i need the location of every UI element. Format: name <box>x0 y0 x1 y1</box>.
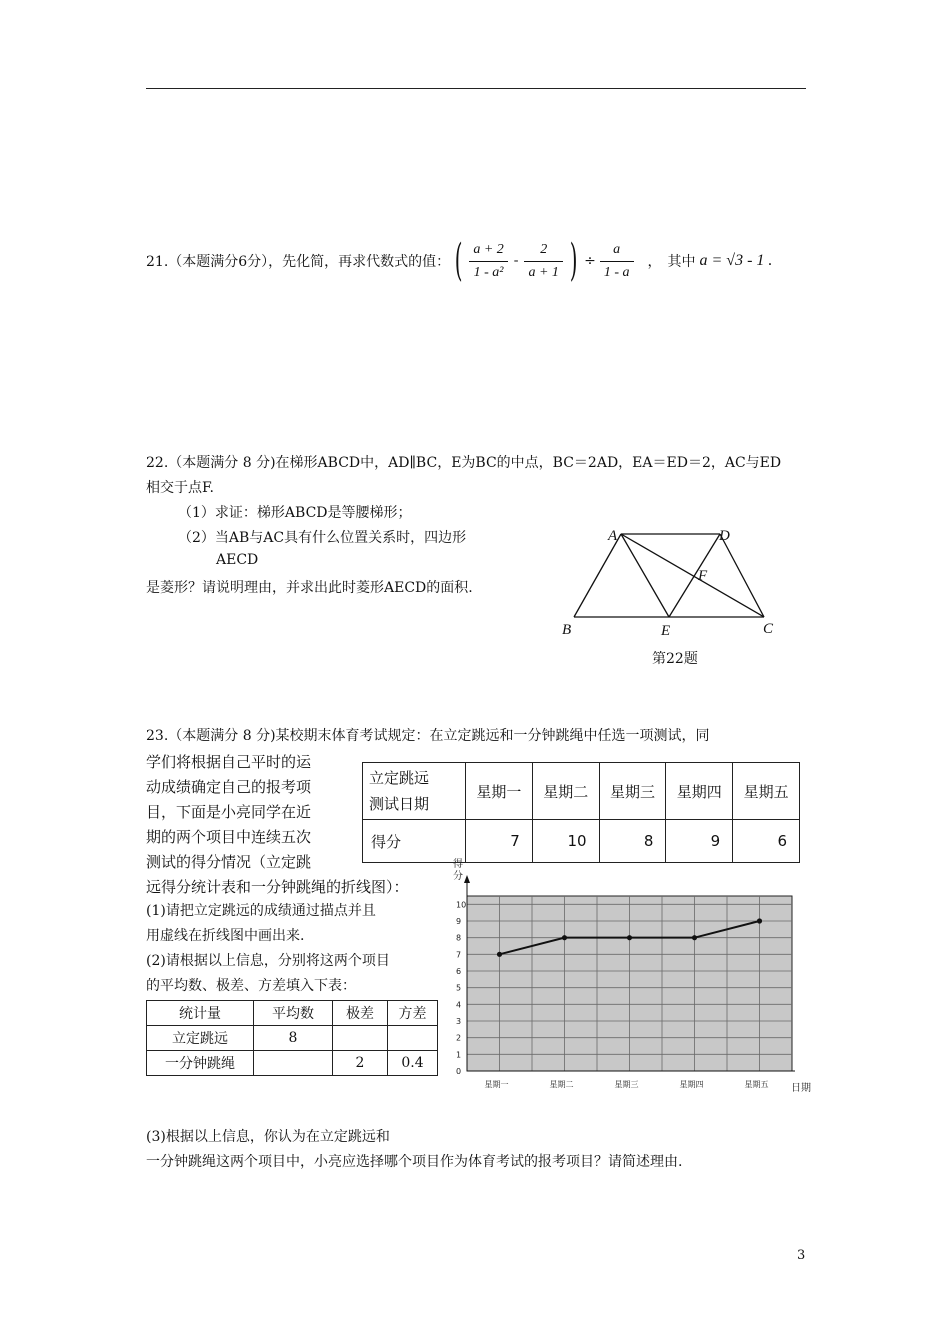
row-label-cell: 得分 <box>363 820 466 863</box>
header-line: 立定跳远 <box>369 769 430 787</box>
q22-line2: 相交于点F. <box>146 480 214 496</box>
stat-cell <box>254 1051 333 1076</box>
stat-header: 极差 <box>333 1001 388 1026</box>
q23-part1-line: (1)请把立定跳远的成绩通过描点并且 <box>146 903 376 919</box>
frac1-numerator: a + 2 <box>469 239 507 262</box>
q21-fraction-3 <box>600 239 634 284</box>
data-point <box>692 935 697 940</box>
y-tick-label: 6 <box>456 967 462 976</box>
score-cell: 6 <box>733 820 800 863</box>
day-cell: 星期四 <box>666 763 733 820</box>
right-paren: ) <box>569 235 578 286</box>
score-cell: 9 <box>666 820 733 863</box>
frac2-numerator: 2 <box>524 239 562 262</box>
q23-part2-line: 的平均数、极差、方差填入下表： <box>146 978 356 994</box>
q23-line1: 23.（本题满分 8 分)某校期末体育考试规定：在立定跳远和一分钟跳绳中任选一项测试，同 <box>146 728 710 744</box>
y-axis-arrow <box>464 875 470 883</box>
segment-ED <box>669 534 720 617</box>
q23-wrap-line: 动成绩确定自己的报考项 <box>146 778 312 796</box>
y-tick-label: 9 <box>456 917 462 926</box>
label-B: B <box>562 622 572 638</box>
data-point <box>497 952 502 957</box>
q23-part1 <box>146 899 376 949</box>
score-cell: 10 <box>532 820 599 863</box>
rope-skipping-line-chart <box>440 858 825 1098</box>
x-tick-label: 星期一 <box>484 1080 509 1089</box>
score-cell: 8 <box>599 820 666 863</box>
stat-header: 方差 <box>388 1001 438 1026</box>
q22-line1: 22.（本题满分 8 分)在梯形ABCD中，AD∥BC，E为BC的中点，BC＝2AD，EA＝ED＝2，AC与ED <box>146 455 782 471</box>
data-point <box>562 935 567 940</box>
frac3-numerator: a <box>600 239 634 262</box>
q23-part2-line: (2)请根据以上信息，分别将这两个项目 <box>146 953 390 969</box>
y-tick-label: 8 <box>456 933 462 943</box>
page-number: 3 <box>797 1248 806 1263</box>
q23-part3 <box>146 1125 682 1175</box>
stat-cell: 8 <box>254 1026 333 1051</box>
stat-cell: 立定跳远 <box>147 1026 254 1051</box>
day-cell: 星期三 <box>599 763 666 820</box>
edge-AB <box>574 534 621 617</box>
y-tick-label: 2 <box>456 1033 462 1043</box>
table-row <box>363 820 800 863</box>
segment-AE <box>621 534 669 617</box>
data-point <box>627 935 632 940</box>
q21-minus: - <box>513 253 519 268</box>
frac1-denominator: 1 - a² <box>473 264 504 280</box>
x-tick-label: 星期三 <box>614 1080 639 1089</box>
header-line: 测试日期 <box>369 795 430 813</box>
y-tick-label: 7 <box>456 950 462 960</box>
table-row <box>363 763 800 820</box>
label-E: E <box>661 623 671 639</box>
y-tick-label: 0 <box>456 1067 462 1076</box>
label-F: F <box>698 568 708 584</box>
y-axis-label: 得 <box>453 859 463 870</box>
day-cell: 星期一 <box>466 763 533 820</box>
long-jump-score-table <box>362 762 800 863</box>
y-tick-label: 4 <box>456 1000 462 1010</box>
day-cell: 星期二 <box>532 763 599 820</box>
stat-header: 平均数 <box>254 1001 333 1026</box>
q23-part1-line: 用虚线在折线图中画出来. <box>146 928 305 944</box>
table-row <box>147 1026 438 1051</box>
x-tick-label: 星期二 <box>549 1080 574 1089</box>
header-rule <box>146 88 806 89</box>
day-cell: 星期五 <box>733 763 800 820</box>
label-A: A <box>608 528 618 544</box>
y-tick-label: 3 <box>456 1017 462 1026</box>
y-tick-label: 10 <box>456 900 467 910</box>
stat-cell <box>333 1026 388 1051</box>
stat-cell <box>388 1026 438 1051</box>
trapezoid-figure <box>555 520 795 675</box>
q22-part2a: （2）当AB与AC具有什么位置关系时，四边形 <box>178 530 467 546</box>
q23-wrap-line: 测试的得分情况（立定跳 <box>146 853 312 871</box>
q23-wrap-line: 远得分统计表和一分钟跳绳的折线图）： <box>146 878 409 896</box>
x-tick-label: 星期四 <box>679 1080 704 1089</box>
stat-header: 统计量 <box>147 1001 254 1026</box>
q21-divide: ÷ <box>584 253 596 269</box>
x-tick-label: 星期五 <box>744 1080 769 1089</box>
table-row <box>147 1051 438 1076</box>
q23-part2 <box>146 949 390 999</box>
label-C: C <box>763 621 774 637</box>
q21-prefix: 21.（本题满分6分），先化简，再求代数式的值： <box>146 254 451 270</box>
x-axis-label: 日期 <box>791 1083 811 1094</box>
q23-wrap-line: 期的两个项目中连续五次 <box>146 828 312 846</box>
y-tick-label: 5 <box>456 983 462 993</box>
q22-part2c: 是菱形？请说明理由，并求出此时菱形AECD的面积. <box>146 580 473 596</box>
table-row <box>147 1001 438 1026</box>
data-point <box>757 918 762 923</box>
y-tick-label: 1 <box>456 1050 462 1060</box>
q23-wrap-line: 目，下面是小亮同学在近 <box>146 803 312 821</box>
y-axis-label: 分 <box>453 871 463 882</box>
q21-condition: a = √3 - 1 . <box>699 252 773 269</box>
stat-cell: 一分钟跳绳 <box>147 1051 254 1076</box>
label-D: D <box>719 528 730 544</box>
stat-cell: 0.4 <box>388 1051 438 1076</box>
q23-part3-line: (3)根据以上信息，你认为在立定跳远和 <box>146 1129 390 1145</box>
stat-cell: 2 <box>333 1051 388 1076</box>
header-cell <box>363 763 466 820</box>
figure-caption: 第22题 <box>652 651 698 667</box>
q21-comma: ， <box>647 254 662 270</box>
q23-wrap-line: 学们将根据自己平时的运 <box>146 753 312 771</box>
left-paren: ( <box>454 235 463 286</box>
q21-line <box>146 236 772 286</box>
q22-part1: （1）求证：梯形ABCD是等腰梯形； <box>178 505 412 521</box>
q22-part2b: AECD <box>216 552 259 568</box>
q21-fraction-1 <box>469 239 507 284</box>
q21-condition-label: 其中 <box>667 254 696 270</box>
q21-fraction-2 <box>524 239 562 284</box>
q23-part3-line: 一分钟跳绳这两个项目中，小亮应选择哪个项目作为体育考试的报考项目？请简述理由. <box>146 1154 683 1170</box>
frac3-denominator: 1 - a <box>603 264 630 280</box>
statistics-table <box>146 1000 438 1076</box>
frac2-denominator: a + 1 <box>528 264 559 280</box>
score-cell: 7 <box>466 820 533 863</box>
